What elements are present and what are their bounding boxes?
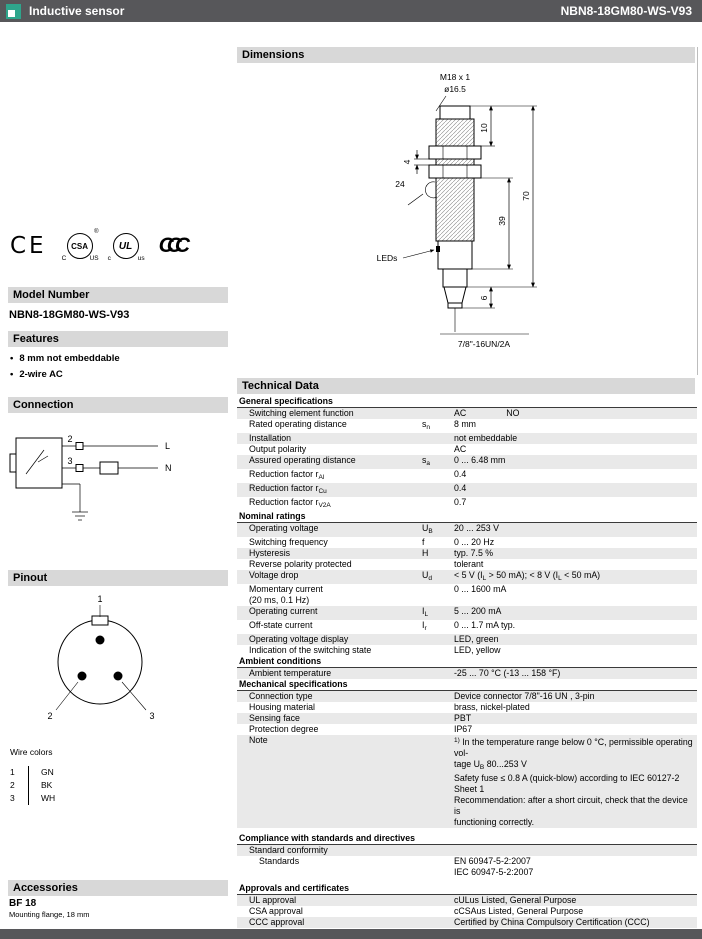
wrench-icon [408,182,437,205]
td-value: cCSAus Listed, General Purpose [454,906,584,916]
td-row [237,645,697,656]
td-label: Rated operating distance [249,419,347,429]
td-row [237,444,697,455]
dimensions-drawing [237,66,695,376]
td-symbol [422,469,454,483]
td-symbol: $s_a$ [422,455,431,467]
td-symbol [422,895,454,906]
hex-nut-2 [429,165,481,178]
accessory-description: Mounting flange, 18 mm [9,910,90,919]
feature-item: • 2-wire AC [10,367,120,383]
td-row [237,713,697,724]
td-row [237,906,697,917]
td-row [237,559,697,570]
td-row [237,523,697,537]
td-value: 0 ... 1.7 mA typ. [454,620,516,630]
td-symbol [422,559,454,570]
td-label: Reduction factor $r_{Cu}$ [249,483,327,495]
td-row [237,606,697,620]
hex-nut-1 [429,146,481,159]
td-label: Reverse polarity protected [249,559,352,569]
td-section-header: Approvals and certificates [237,883,697,895]
td-row [237,455,697,469]
td-symbol [422,433,454,444]
td-value: EN 60947-5-2:2007 IEC 60947-5-2:2007 [454,856,534,877]
td-symbol: $I_L$ [422,606,429,618]
td-label: Reduction factor $r_{Al}$ [249,469,325,481]
threaded-barrel [436,119,474,241]
td-label: UL approval [249,895,297,905]
certification-logos [10,222,226,270]
csa-registered-symbol: ® [94,229,99,235]
ul-us-label: us [137,255,145,262]
td-label: Note [249,735,268,745]
td-label: Momentary current (20 ms, 0.1 Hz) [249,584,323,605]
pin-1-label: 1 [97,594,103,604]
connection-diagram [8,422,223,540]
dimensions-section-header: Dimensions [237,47,695,63]
td-row [237,433,697,444]
brand-logo-icon [6,4,21,19]
td-label: Switching frequency [249,537,328,547]
model-number-section-header: Model Number [8,287,228,303]
page-header [0,0,702,22]
connection-section-header: Connection [8,397,228,413]
td-label: Ambient temperature [249,668,332,678]
model-number-value: NBN8-18GM80-WS-V93 [9,309,130,321]
td-value: PBT [454,713,472,723]
td-label: Assured operating distance [249,455,356,465]
nut-width-dim-label: 4 [402,159,412,165]
load-symbol [100,462,118,474]
dim-10-label: 10 [479,123,489,133]
csa-circle-icon: CSA [67,233,93,259]
td-value: 0.4 [454,469,467,479]
connector-neck [443,269,467,287]
ul-c-label: c [107,255,111,262]
td-row [237,895,697,906]
wire-pin-number: 2 [10,780,15,790]
td-symbol [422,584,454,606]
td-label: Operating current [249,606,318,616]
td-symbol [422,483,454,497]
td-section-header: Compliance with standards and directives [237,833,697,845]
td-label: Operating voltage [249,523,319,533]
wire-color-row [10,766,130,779]
sensing-tip [440,106,470,119]
td-value: brass, nickel-plated [454,702,530,712]
td-value: 0.4 [454,483,467,493]
leds-label: LEDs [376,253,398,263]
td-section-header: Nominal ratings [237,511,697,523]
td-symbol [422,724,454,735]
csa-mark [61,229,99,262]
pinout-diagram [28,592,178,724]
td-label: Reduction factor $r_{V2A}$ [249,497,331,509]
td-label: Operating voltage display [249,634,349,644]
td-row [237,469,697,483]
td-symbol: $I_r$ [422,620,427,632]
td-label: Off-state current [249,620,313,630]
td-symbol [422,691,454,702]
ccc-mark: CCC [158,234,184,257]
keyway-notch [92,616,108,625]
wire-color-code: WH [28,792,55,805]
td-value: AC [454,444,467,454]
td-row [237,668,697,679]
td-value: AC NO [454,408,520,418]
wire-3-label: 3 [67,456,73,466]
technical-data-section-header: Technical Data [237,378,695,394]
connector-plug [444,287,466,303]
td-symbol [422,497,454,511]
td-symbol [422,668,454,679]
td-symbol: H [422,548,429,558]
td-symbol [422,702,454,713]
wire-color-row [10,779,130,792]
accessories-list [9,898,89,919]
td-row [237,634,697,645]
td-value: IP67 [454,724,473,734]
td-value: 0 ... 1600 mA [454,584,507,594]
td-symbol [422,735,454,828]
ce-mark: CE [10,233,47,259]
td-label: CSA approval [249,906,303,916]
line-terminal-label: L [165,441,171,451]
wire-pin-number: 3 [10,793,15,803]
features-section-header: Features [8,331,228,347]
td-value: 0 ... 6.48 mm [454,455,506,465]
csa-c-label: C [61,255,67,262]
td-row [237,917,697,928]
td-value: Device connector 7/8"-16 UN , 3-pin [454,691,595,701]
dim-6-label: 6 [479,295,489,301]
pinout-section-header: Pinout [8,570,228,586]
ul-mark [107,233,145,262]
td-value: typ. 7.5 % [454,548,494,558]
td-section-header: Ambient conditions [237,656,697,668]
td-value: cULus Listed, General Purpose [454,895,577,905]
wrench-size-label: 24 [395,179,405,189]
td-row [237,570,697,584]
td-value: LED, yellow [454,645,501,655]
header-model-number: NBN8-18GM80-WS-V93 [560,4,692,18]
ul-circle-icon: UL [113,233,139,259]
td-value: tolerant [454,559,484,569]
td-row [237,735,697,828]
td-row [237,419,697,433]
td-value: LED, green [454,634,499,644]
td-label: Hysteresis [249,548,291,558]
neutral-terminal-label: N [165,463,172,473]
technical-data-table [237,396,697,928]
page-footer [0,929,702,939]
pin-1-dot [96,636,105,645]
td-label: Switching element function [249,408,354,418]
td-row [237,497,697,511]
td-section-header: Mechanical specifications [237,679,697,691]
td-section-header: General specifications [237,396,697,408]
features-list [10,351,120,383]
td-symbol: $U_B$ [422,523,433,535]
sensing-face-symbol [10,454,16,472]
wire-colors-title: Wire colors [10,747,53,757]
earth-ground-icon [72,512,88,520]
td-label: Output polarity [249,444,307,454]
td-label: Housing material [249,702,316,712]
thread-size-label: M18 x 1 [439,72,471,82]
td-row [237,408,697,419]
accessory-name: BF 18 [9,898,37,909]
td-label: Standards [259,856,300,866]
td-value: -25 ... 70 °C (-13 ... 158 °F) [454,668,561,678]
td-symbol [422,713,454,724]
td-row [237,537,697,548]
dim-39-label: 39 [497,216,507,226]
td-value: 20 ... 253 V [454,523,499,533]
pin-3-dot [114,672,123,681]
td-label: CCC approval [249,917,305,927]
td-label: Connection type [249,691,313,701]
td-label: Voltage drop [249,570,299,580]
pin-2-dot [78,672,87,681]
wire-color-code: BK [28,779,52,792]
td-symbol [422,634,454,645]
connector-thread-label: 7/8"-16UN/2A [457,339,511,349]
td-symbol [422,917,454,928]
td-value: < 5 V ($I_L > 50$ mA); < 8 V ($I_L < 50$ mA) [454,570,601,582]
housing-body [438,241,472,269]
td-row [237,620,697,634]
sensor-symbol [16,438,62,488]
td-symbol [422,906,454,917]
accessories-section-header: Accessories [8,880,228,896]
td-row [237,856,697,878]
td-row [237,724,697,735]
pin-2-label: 2 [47,711,53,721]
td-value: Certified by China Compulsory Certification (CCC) [454,917,650,927]
feature-item: • 8 mm not embeddable [10,351,120,367]
csa-us-label: US [89,255,99,262]
td-value: 5 ... 200 mA [454,606,502,616]
td-row [237,548,697,559]
td-label: Installation [249,433,292,443]
td-value: $^{1)}$ In the temperature range below 0 °C, permissible operating vol- tage $U_B$ 80...253 V Safety fuse ≤ 0.8 A (quick-blow) according to IEC 60127-2 Sheet 1 Recommendation: after a short circuit, check that the device is functioning correctly. [454,737,693,827]
td-row [237,702,697,713]
td-symbol: $s_n$ [422,419,431,431]
diameter-label: ø16.5 [444,84,466,94]
wire-color-code: GN [28,766,54,779]
td-row [237,845,697,856]
wire-color-row [10,792,130,805]
td-label: Indication of the switching state [249,645,372,655]
product-type-title: Inductive sensor [29,4,125,18]
pin-3-label: 3 [149,711,155,721]
wire-colors-rows [10,766,130,805]
td-symbol [422,444,454,455]
wire-colors-block [10,747,130,805]
td-value: 0.7 [454,497,467,507]
wire-pin-number: 1 [10,767,15,777]
wire-2-label: 2 [67,434,73,444]
td-value: 8 mm [454,419,476,429]
td-row [237,691,697,702]
dimensions-frame-edge [697,47,698,375]
td-label: Sensing face [249,713,300,723]
td-label: Standard conformity [249,845,328,855]
td-value: not embeddable [454,433,518,443]
td-symbol [422,645,454,656]
td-label: Protection degree [249,724,319,734]
td-row [237,584,697,606]
td-row [237,483,697,497]
td-symbol [422,856,454,878]
td-symbol: $U_d$ [422,570,432,582]
td-value: 0 ... 20 Hz [454,537,495,547]
td-symbol: f [422,537,425,547]
td-symbol [422,408,454,419]
dim-70-label: 70 [521,191,531,201]
led-marker [436,246,440,252]
